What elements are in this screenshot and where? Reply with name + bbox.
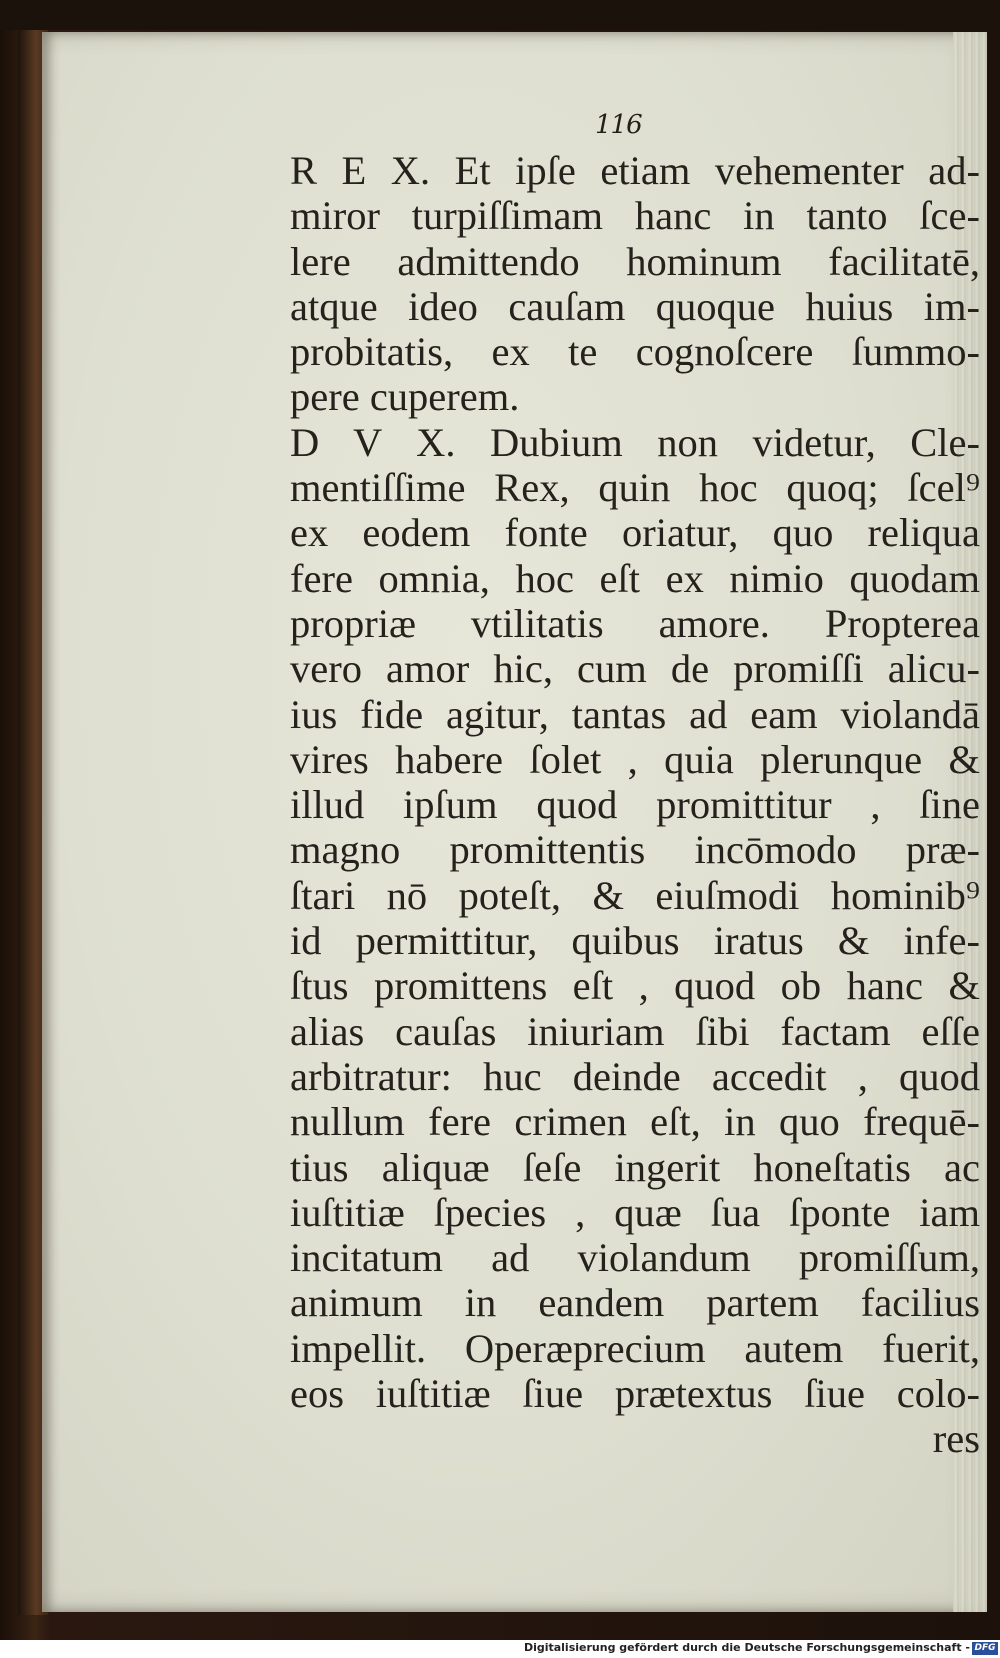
- text-line: R E X. Et ipſe etiam vehementer ad-: [290, 148, 980, 193]
- dfg-logo-icon: DFG: [972, 1642, 998, 1655]
- text-line: vires habere ſolet , quia plerunque &: [290, 736, 980, 782]
- text-line: incitatum ad violandum promiſſum,: [290, 1235, 980, 1281]
- text-line: id permittitur, quibus iratus & infe-: [290, 918, 980, 964]
- text-line: ex eodem fonte oriatur, quo reliqua: [290, 510, 980, 556]
- text-line: atque ideo cauſam quoque huius im-: [290, 283, 980, 329]
- text-line: iuſtitiæ ſpecies , quæ ſua ſponte iam: [290, 1189, 980, 1235]
- text-line: lere admittendo hominum facilitatē,: [290, 238, 980, 284]
- funding-notice: Digitalisierung gefördert durch die Deutsche Forschungsgemeinschaft -: [523, 1641, 970, 1654]
- text-line: arbitratur: huc deinde accedit , quod: [290, 1053, 980, 1099]
- text-line: ſtus promittens eſt , quod ob hanc &: [290, 963, 980, 1009]
- page-text: [290, 148, 980, 1462]
- text-line: ſtari nō poteſt, & eiuſmodi hominib⁹: [290, 872, 980, 918]
- text-line: mentiſſime Rex, quin hoc quoq; ſcel⁹: [290, 465, 980, 511]
- text-line: vero amor hic, cum de promiſſi alicu-: [290, 646, 980, 692]
- text-line: probitatis, ex te cognoſcere ſummo-: [290, 329, 980, 375]
- text-line: ius fide agitur, tantas ad eam violandā: [290, 691, 980, 737]
- text-line: fere omnia, hoc eſt ex nimio quodam: [290, 555, 980, 601]
- text-line: D V X. Dubium non videtur, Cle-: [290, 419, 980, 465]
- text-line: magno promittentis incōmodo præ-: [290, 827, 980, 873]
- text-line: tius aliquæ ſeſe ingerit honeſtatis ac: [290, 1144, 980, 1190]
- scan-top-border: [0, 0, 1000, 30]
- text-line: pere cuperem.: [290, 374, 520, 420]
- text-line: propriæ vtilitatis amore. Propterea: [290, 600, 980, 646]
- text-line: animum in eandem partem facilius: [290, 1280, 980, 1326]
- page-number: 116: [595, 110, 642, 140]
- text-line: illud ipſum quod promittitur , ſine: [290, 782, 980, 828]
- text-line: nullum fere crimen eſt, in quo frequē-: [290, 1099, 980, 1145]
- text-line: eos iuſtitiæ ſiue prætextus ſiue colo-: [290, 1371, 980, 1417]
- text-line: miror turpiſſimam hanc in tanto ſce-: [290, 193, 980, 239]
- text-line: impellit. Operæprecium autem fuerit,: [290, 1325, 980, 1371]
- catchword: res: [932, 1416, 980, 1462]
- text-line: alias cauſas iniuriam ſibi factam eſſe: [290, 1008, 980, 1054]
